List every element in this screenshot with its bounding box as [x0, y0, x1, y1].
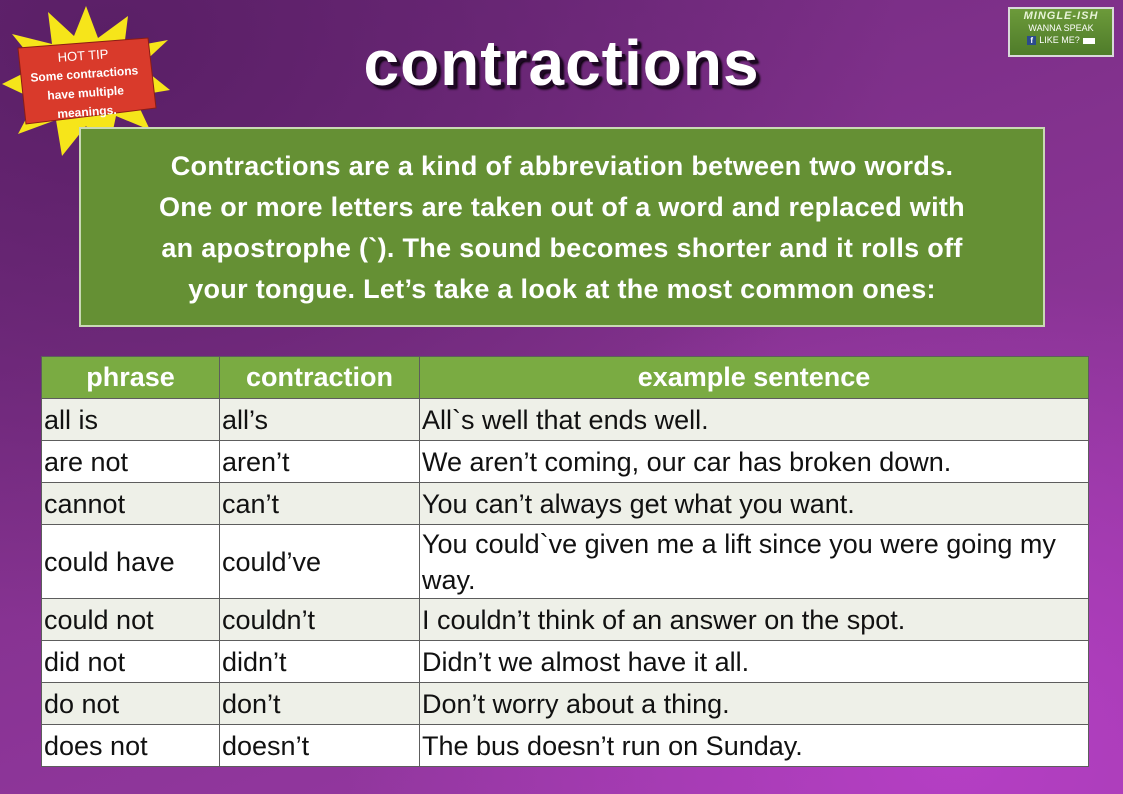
- logo-brand: MINGLE-ISH: [1023, 10, 1099, 22]
- table-row: [42, 441, 1089, 483]
- phrase-cell: could not: [42, 599, 220, 641]
- page-title: contractions: [363, 27, 760, 99]
- table-row: [42, 399, 1089, 441]
- header-phrase: phrase: [42, 357, 220, 399]
- contraction-cell: all’s: [220, 399, 420, 441]
- phrase-cell: all is: [42, 399, 220, 441]
- table-row: [42, 725, 1089, 767]
- logo-line-2: LIKE ME?: [1039, 35, 1080, 45]
- table-header-row: [42, 357, 1089, 399]
- contraction-cell: don’t: [220, 683, 420, 725]
- phrase-cell: do not: [42, 683, 220, 725]
- contraction-cell: didn’t: [220, 641, 420, 683]
- example-cell: All`s well that ends well.: [420, 399, 1089, 441]
- hot-tip-line: have multiple: [46, 83, 125, 103]
- intro-line: your tongue. Let’s take a look at the most common ones:: [188, 274, 936, 304]
- hot-tip-heading: HOT TIP: [57, 46, 109, 65]
- example-cell: We aren’t coming, our car has broken down.: [420, 441, 1089, 483]
- phrase-cell: does not: [42, 725, 220, 767]
- intro-line: Contractions are a kind of abbreviation between two words.: [170, 151, 954, 181]
- contractions-table-wrap: [41, 356, 1088, 767]
- phrase-cell: did not: [42, 641, 220, 683]
- example-cell: Didn’t we almost have it all.: [420, 641, 1089, 683]
- example-cell: You could`ve given me a lift since you were going my way.: [420, 525, 1089, 599]
- facebook-icon: f: [1027, 36, 1036, 45]
- example-cell: The bus doesn’t run on Sunday.: [420, 725, 1089, 767]
- badge-icon: [1083, 38, 1095, 44]
- contraction-cell: could’ve: [220, 525, 420, 599]
- intro-line: One or more letters are taken out of a word and replaced with: [159, 192, 965, 222]
- phrase-cell: cannot: [42, 483, 220, 525]
- table-row: [42, 683, 1089, 725]
- example-cell: Don’t worry about a thing.: [420, 683, 1089, 725]
- example-cell: I couldn’t think of an answer on the spot.: [420, 599, 1089, 641]
- header-contraction: contraction: [220, 357, 420, 399]
- contraction-cell: couldn’t: [220, 599, 420, 641]
- example-cell: You can’t always get what you want.: [420, 483, 1089, 525]
- mingle-ish-logo[interactable]: [1008, 7, 1114, 57]
- contraction-cell: aren’t: [220, 441, 420, 483]
- contraction-cell: can’t: [220, 483, 420, 525]
- phrase-cell: are not: [42, 441, 220, 483]
- table-row: [42, 483, 1089, 525]
- phrase-cell: could have: [42, 525, 220, 599]
- hot-tip-line: Some contractions: [29, 63, 139, 85]
- intro-box: [79, 127, 1045, 327]
- intro-line: an apostrophe (`). The sound becomes shorter and it rolls off: [161, 233, 963, 263]
- table-row: [42, 599, 1089, 641]
- table-row: [42, 641, 1089, 683]
- table-row: [42, 525, 1089, 599]
- hot-tip-line: meanings.: [56, 102, 118, 121]
- logo-line-1: WANNA SPEAK: [1028, 23, 1094, 33]
- header-example-sentence: example sentence: [420, 357, 1089, 399]
- contractions-table: [41, 356, 1089, 767]
- contraction-cell: doesn’t: [220, 725, 420, 767]
